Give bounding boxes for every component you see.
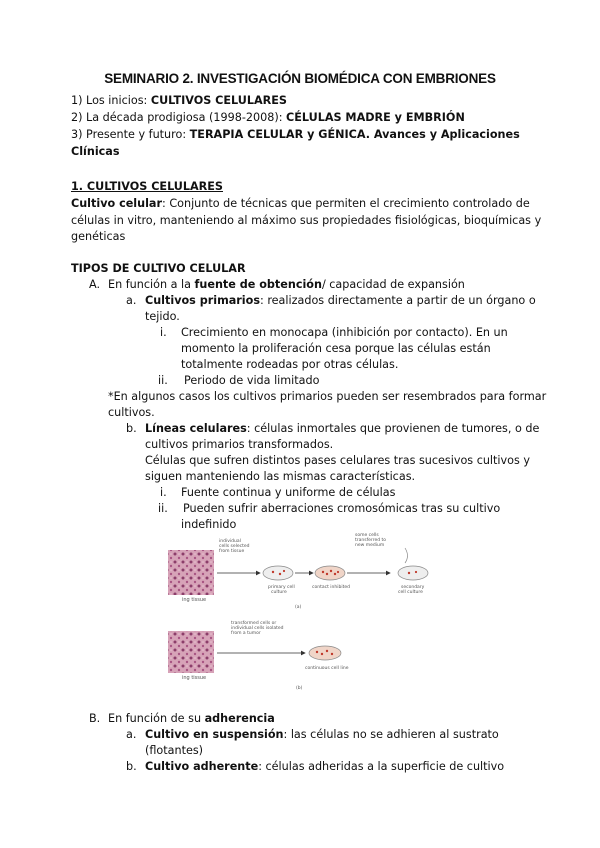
dish-continuous	[309, 646, 341, 660]
tissue-image-b	[168, 631, 214, 673]
lineas-ii-line-1: Pueden sufrir aberraciones cromosómicas tras su cultivo	[183, 502, 501, 515]
list-marker-a: a.	[126, 294, 137, 307]
label-individual-cells-3: from tissue	[219, 549, 245, 554]
intro-item-2: 2) La década prodigiosa (1998-2008): CÉLULAS MADRE y EMBRIÓN	[71, 111, 465, 124]
primarios-i-line-2: momento la proliferación cesa porque las células están	[181, 342, 491, 355]
label-individual-cells-2: cells selected	[219, 544, 250, 549]
svg-text:primary cellculture	[268, 584, 295, 595]
list-marker-B: B.	[89, 712, 101, 725]
list-marker-A: A.	[89, 278, 101, 291]
list-marker-B-b: b.	[126, 760, 137, 773]
panel-label-a: (a)	[295, 605, 302, 610]
primarios-i-line-3: totalmente rodeadas por otras células.	[181, 358, 399, 371]
lineas-celulares-line-2: cultivos primarios transformados.	[145, 438, 334, 451]
svg-text:transformed cells orindividual	[231, 620, 284, 636]
label-transformed-2: individual cells isolated	[231, 626, 284, 631]
label-primary-1: primary cell	[268, 585, 295, 590]
tissue-image-a	[168, 550, 214, 595]
tipo-A-text: En función a la fuente de obtención/ capacidad de expansión	[108, 278, 465, 291]
cultivos-primarios-line-2: tejido.	[145, 310, 180, 323]
list-marker-B-a: a.	[126, 728, 137, 741]
list-marker-a-ii: ii.	[158, 374, 168, 387]
definition-line-2: células in vitro, manteniendo al máximo sus propiedades fisiológicas, bioquímicas y	[71, 214, 542, 227]
primarios-ii-text: Periodo de vida limitado	[184, 374, 320, 387]
lineas-celulares-line-1: Líneas celulares: células inmortales que provienen de tumores, o de	[145, 422, 540, 435]
lineas-extra-line-2: siguen manteniendo las mismas características.	[145, 470, 416, 483]
dish-secondary	[398, 566, 428, 580]
list-marker-b-i: i.	[160, 486, 167, 499]
adherente-line: Cultivo adherente: células adheridas a la superficie de cultivo	[145, 760, 505, 773]
dish-primary	[263, 566, 293, 580]
cultivos-primarios-line-1: Cultivos primarios: realizados directamente a partir de un órgano o	[145, 294, 536, 307]
label-secondary-1: secondary	[401, 585, 425, 590]
label-individual-cells-1: individual	[219, 539, 241, 544]
definition-line-3: genéticas	[71, 230, 126, 243]
list-marker-b: b.	[126, 422, 137, 435]
svg-text:secondarycell culture	[398, 584, 425, 595]
label-replated-2: transferred to	[355, 538, 387, 543]
list-marker-a-i: i.	[160, 326, 167, 339]
label-contact: contact inhibited	[312, 585, 350, 590]
tipo-B-text: En función de su adherencia	[108, 712, 275, 725]
label-secondary-2: cell culture	[398, 590, 423, 595]
tissue-label-b: ing tissue	[182, 675, 207, 681]
note-line-2: cultivos.	[108, 406, 155, 419]
intro-item-1: 1) Los inicios: CULTIVOS CELULARES	[71, 94, 287, 107]
lineas-extra-line-1: Células que sufren distintos pases celulares tras sucesivos cultivos y	[145, 454, 531, 467]
primarios-i-line-1: Crecimiento en monocapa (inhibición por contacto). En un	[181, 326, 508, 339]
tipos-heading: TIPOS DE CULTIVO CELULAR	[71, 262, 246, 275]
lineas-ii-line-2: indefinido	[181, 518, 237, 531]
page-title: SEMINARIO 2. INVESTIGACIÓN BIOMÉDICA CON EMBRIONES	[104, 71, 496, 86]
suspension-line-2: (flotantes)	[145, 744, 204, 757]
svg-text:some cellstransferred tonew me	[355, 532, 386, 548]
section-heading-cultivos: 1. CULTIVOS CELULARES	[71, 180, 223, 193]
note-line-1: *En algunos casos los cultivos primarios pueden ser resembrados para formar	[108, 390, 547, 403]
cell-culture-figure	[165, 528, 450, 698]
label-replated-1: some cells	[355, 533, 379, 538]
intro-item-3-cont: Clínicas	[71, 145, 120, 158]
svg-text:individualcells selectedfrom t	[219, 538, 250, 554]
label-transformed-3: from a tumor	[231, 631, 261, 636]
label-continuous: continuous cell line	[305, 666, 349, 671]
intro-item-3: 3) Presente y futuro: TERAPIA CELULAR y GÉNICA. Avances y Aplicaciones	[71, 128, 520, 141]
dish-contact	[315, 566, 345, 580]
suspension-line-1: Cultivo en suspensión: las células no se adhieren al sustrato	[145, 728, 499, 741]
label-transformed-1: transformed cells or	[231, 621, 277, 626]
lineas-i-text: Fuente continua y uniforme de células	[181, 486, 396, 499]
tissue-label-a: ing tissue	[182, 597, 207, 603]
list-marker-b-ii: ii.	[158, 502, 168, 515]
label-replated-3: new medium	[355, 543, 385, 548]
definition-line-1: Cultivo celular: Conjunto de técnicas que permiten el crecimiento controlado de	[71, 197, 530, 210]
label-primary-2: culture	[271, 590, 287, 595]
panel-label-b: (b)	[296, 686, 303, 691]
